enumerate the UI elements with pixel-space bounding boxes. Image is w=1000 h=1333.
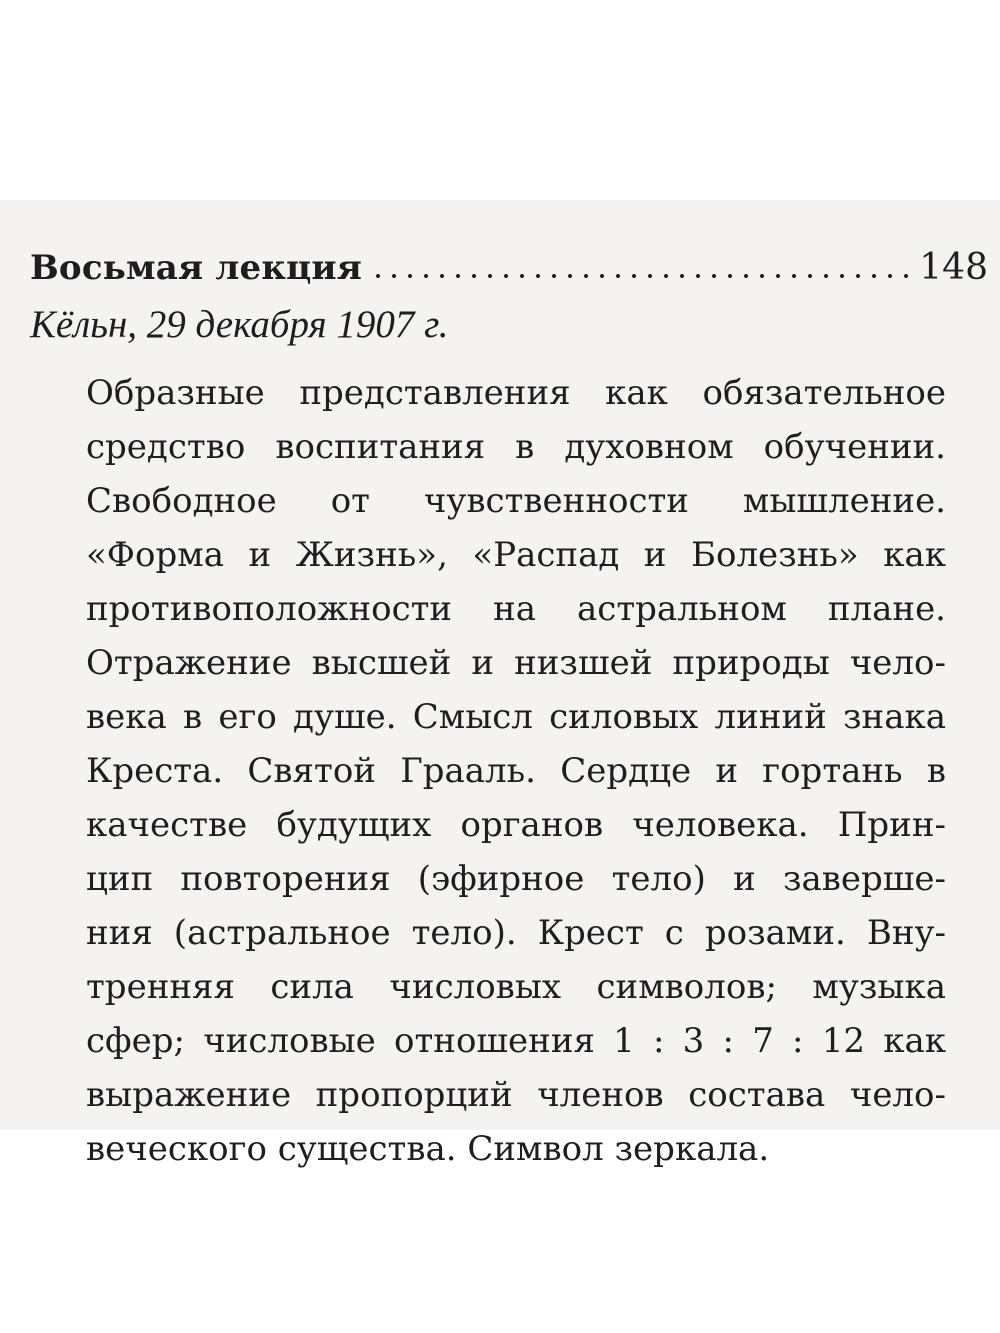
page-number: 148: [919, 247, 988, 288]
toc-entry: [30, 238, 988, 298]
summary-line: выражение пропорций членов состава чело-: [86, 1075, 946, 1115]
summary-line: Образные представления как обязательное: [86, 373, 946, 413]
dot-leader: [370, 273, 911, 279]
lecture-summary: [86, 366, 946, 1176]
summary-line: Креста. Святой Грааль. Сердце и гортань в: [86, 751, 946, 791]
summary-line: ния (астральное тело). Крест с розами. Вну-: [86, 913, 946, 953]
summary-line: веческого существа. Символ зеркала.: [86, 1129, 770, 1169]
summary-line: Свободное от чувственности мышление.: [86, 481, 946, 521]
summary-line: цип повторения (эфирное тело) и заверше-: [86, 859, 946, 899]
lecture-title: Восьмая лекция: [30, 248, 363, 288]
summary-line: тренняя сила числовых символов; музыка: [86, 967, 946, 1007]
summary-line: качестве будущих органов человека. Прин-: [86, 805, 946, 845]
summary-line: сфер; числовые отношения 1 : 3 : 7 : 12 как: [86, 1021, 946, 1061]
summary-line: средство воспитания в духовном обучении.: [86, 427, 946, 467]
summary-line: Отражение высшей и низшей природы чело-: [86, 643, 946, 683]
summary-line: «Форма и Жизнь», «Распад и Болезнь» как: [86, 535, 946, 575]
lecture-place-date: Кёльн, 29 декабря 1907 г.: [30, 303, 449, 346]
summary-line: противоположности на астральном плане.: [86, 589, 946, 629]
summary-line: века в его душе. Смысл силовых линий знака: [86, 697, 946, 737]
